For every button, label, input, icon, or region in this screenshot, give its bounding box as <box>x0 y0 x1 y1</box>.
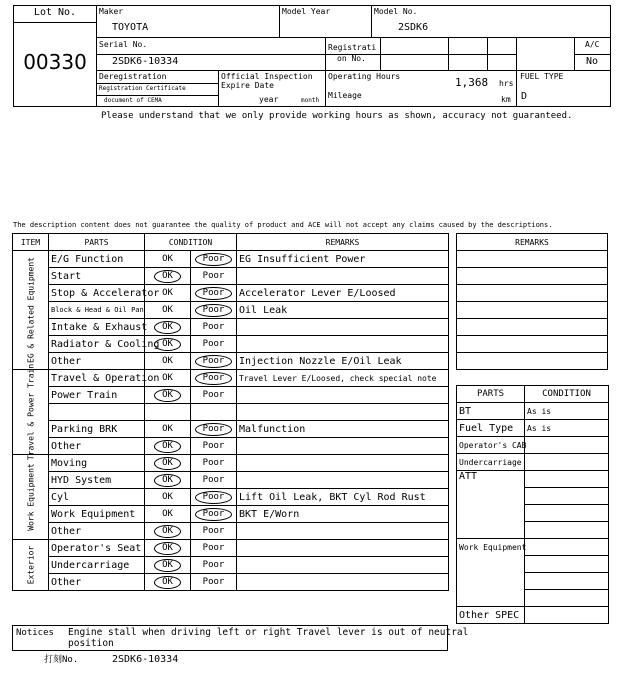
ok-circled: OK <box>154 440 181 453</box>
month-label: month <box>301 97 320 104</box>
remark-text <box>237 438 449 455</box>
condition-poor-cell <box>191 285 237 302</box>
poor-label: Poor <box>202 322 225 332</box>
condition-ok-cell <box>145 404 191 421</box>
poor-circled: Poor <box>195 491 233 504</box>
table-row <box>13 370 449 387</box>
side-part: Operator's CAB <box>457 437 525 454</box>
ok-circled: OK <box>154 457 181 470</box>
condition-poor-cell <box>191 404 237 421</box>
notices-text: Engine stall when driving left or right Travel lever is out of neutral <box>68 627 469 638</box>
side-cond: As is <box>525 420 609 437</box>
part-name: Stop & Accelerator <box>49 285 145 302</box>
condition-poor-cell <box>191 421 237 438</box>
part-name: HYD System <box>49 472 145 489</box>
part-name: Work Equipment <box>49 506 145 523</box>
poor-circled: Poor <box>195 372 233 385</box>
table-row <box>13 523 449 540</box>
poor-circled: Poor <box>195 287 233 300</box>
condition-ok-cell <box>145 319 191 336</box>
condition-poor-cell <box>191 319 237 336</box>
part-name: Other <box>49 523 145 540</box>
poor-label: Poor <box>202 543 225 553</box>
table-row <box>13 251 449 268</box>
remarks-line <box>457 319 608 336</box>
remark-text: EG Insufficient Power <box>237 251 449 268</box>
col-condition-header: CONDITION <box>145 234 237 251</box>
remark-text <box>237 387 449 404</box>
item-group-label: Exterior <box>26 545 35 585</box>
side-cond-blank <box>525 505 609 522</box>
condition-poor-cell <box>191 353 237 370</box>
ok-label: OK <box>162 424 173 434</box>
ok-label: OK <box>162 288 173 298</box>
table-row <box>13 489 449 506</box>
item-group-cell <box>13 540 49 591</box>
part-name: Undercarriage <box>49 557 145 574</box>
part-name: Intake & Exhaust <box>49 319 145 336</box>
ok-label: OK <box>162 356 173 366</box>
condition-poor-cell <box>191 506 237 523</box>
remark-text <box>237 336 449 353</box>
side-part: Work Equipment <box>457 539 525 607</box>
side-cond <box>525 607 609 624</box>
ac-value: No <box>586 56 599 67</box>
item-group-label: Work Equipment <box>26 463 35 531</box>
condition-ok-cell <box>145 574 191 591</box>
ok-label: OK <box>162 254 173 264</box>
side-cond-blank <box>525 590 609 607</box>
poor-circled: Poor <box>195 304 233 317</box>
table-row <box>13 472 449 489</box>
remarks-line <box>457 302 608 319</box>
fuel-type-value: D <box>521 91 528 102</box>
stamp-label: 打刻No. <box>44 655 79 665</box>
condition-poor-cell <box>191 268 237 285</box>
ok-circled: OK <box>154 474 181 487</box>
condition-table <box>12 233 449 591</box>
poor-label: Poor <box>202 458 225 468</box>
part-name: Start <box>49 268 145 285</box>
fuel-type-label: FUEL TYPE <box>520 72 564 81</box>
lot-number: 00330 <box>23 50 87 74</box>
remark-text <box>237 404 449 421</box>
serial-value: 2SDK6-10334 <box>112 56 179 67</box>
side-part: BT <box>457 403 525 420</box>
table-row <box>13 387 449 404</box>
condition-ok-cell <box>145 540 191 557</box>
condition-ok-cell <box>145 523 191 540</box>
item-group-cell <box>13 363 49 461</box>
item-group-cell <box>13 251 49 370</box>
condition-poor-cell <box>191 302 237 319</box>
cema-label: document of CEMA <box>104 97 162 104</box>
remark-text: Injection Nozzle E/Oil Leak <box>237 353 449 370</box>
part-name: Other <box>49 574 145 591</box>
side-parts-header: PARTS <box>457 386 525 403</box>
remarks-line <box>457 353 608 370</box>
col-parts-header: PARTS <box>49 234 145 251</box>
side-part: Other SPEC <box>457 607 525 624</box>
remark-text <box>237 557 449 574</box>
condition-ok-cell <box>145 302 191 319</box>
remarks-line <box>457 251 608 268</box>
notices-label: Notices <box>16 628 54 638</box>
mileage-label: Mileage <box>328 91 362 100</box>
poor-label: Poor <box>202 560 225 570</box>
part-name: Other <box>49 438 145 455</box>
year-label: year <box>259 95 279 104</box>
condition-ok-cell <box>145 387 191 404</box>
remark-text: Accelerator Lever E/Loosed <box>237 285 449 302</box>
table-row <box>13 506 449 523</box>
side-cond-blank <box>525 522 609 539</box>
poor-circled: Poor <box>195 508 233 521</box>
operating-hours-label: Operating Hours <box>328 72 401 81</box>
remark-text: Travel Lever E/Loosed, check special note <box>237 370 449 387</box>
condition-ok-cell <box>145 353 191 370</box>
condition-ok-cell <box>145 438 191 455</box>
table-row <box>13 574 449 591</box>
side-cond-blank <box>525 573 609 590</box>
condition-ok-cell <box>145 489 191 506</box>
km-unit: km <box>501 95 511 104</box>
side-cond <box>525 539 609 556</box>
table-row <box>13 438 449 455</box>
table-row <box>13 455 449 472</box>
condition-poor-cell <box>191 370 237 387</box>
ok-circled: OK <box>154 270 181 283</box>
side-table <box>456 385 609 624</box>
col-item-header: ITEM <box>13 234 49 251</box>
table-row <box>13 268 449 285</box>
hrs-unit: hrs <box>499 79 514 88</box>
remark-text: Malfunction <box>237 421 449 438</box>
part-name: E/G Function <box>49 251 145 268</box>
hours-note: Please understand that we only provide working hours as shown, accuracy not guaranteed. <box>101 111 573 121</box>
ok-circled: OK <box>154 338 181 351</box>
side-cond <box>525 471 609 488</box>
poor-circled: Poor <box>195 423 233 436</box>
poor-label: Poor <box>202 577 225 587</box>
part-name: Travel & Operation <box>49 370 145 387</box>
remark-text <box>237 268 449 285</box>
condition-ok-cell <box>145 557 191 574</box>
condition-ok-cell <box>145 472 191 489</box>
deregistration-label: Deregistration <box>99 72 167 81</box>
condition-poor-cell <box>191 523 237 540</box>
ok-label: OK <box>162 305 173 315</box>
stamp-value: 2SDK6-10334 <box>112 654 179 665</box>
side-cond <box>525 454 609 471</box>
col-remarks-header: REMARKS <box>237 234 449 251</box>
remark-text: Oil Leak <box>237 302 449 319</box>
poor-circled: Poor <box>195 253 233 266</box>
condition-poor-cell <box>191 574 237 591</box>
condition-ok-cell <box>145 506 191 523</box>
table-row <box>13 319 449 336</box>
poor-label: Poor <box>202 339 225 349</box>
condition-ok-cell <box>145 421 191 438</box>
remarks-line <box>457 336 608 353</box>
ok-circled: OK <box>154 321 181 334</box>
official-inspection-label: Official Inspection <box>221 72 313 81</box>
remark-text <box>237 472 449 489</box>
item-group-label: EG & Related Equipment <box>26 257 35 363</box>
item-group-cell <box>13 455 49 540</box>
poor-label: Poor <box>202 475 225 485</box>
table-row <box>13 540 449 557</box>
model-no-value: 2SDK6 <box>398 22 429 33</box>
part-name: Radiator & Cooling <box>49 336 145 353</box>
condition-ok-cell <box>145 268 191 285</box>
side-part: Fuel Type <box>457 420 525 437</box>
ok-circled: OK <box>154 559 181 572</box>
side-cond: As is <box>525 403 609 420</box>
poor-circled: Poor <box>195 355 233 368</box>
ok-circled: OK <box>154 389 181 402</box>
condition-poor-cell <box>191 455 237 472</box>
ok-circled: OK <box>154 525 181 538</box>
part-name: Other <box>49 353 145 370</box>
part-name: Parking BRK <box>49 421 145 438</box>
condition-poor-cell <box>191 251 237 268</box>
condition-poor-cell <box>191 540 237 557</box>
side-cond-blank <box>525 556 609 573</box>
condition-ok-cell <box>145 455 191 472</box>
condition-poor-cell <box>191 557 237 574</box>
condition-poor-cell <box>191 387 237 404</box>
condition-poor-cell <box>191 472 237 489</box>
side-cond <box>525 437 609 454</box>
ok-circled: OK <box>154 576 181 589</box>
table-row <box>13 302 449 319</box>
table-row <box>13 336 449 353</box>
serial-label: Serial No. <box>99 40 148 49</box>
part-name: Operator's Seat <box>49 540 145 557</box>
remarks-title: REMARKS <box>457 234 608 251</box>
model-year-label: Model Year <box>282 7 331 16</box>
registration-label-2: on No. <box>337 54 366 63</box>
side-condition-header: CONDITION <box>525 386 609 403</box>
ok-label: OK <box>162 492 173 502</box>
remark-text <box>237 574 449 591</box>
table-row <box>13 353 449 370</box>
part-name: Power Train <box>49 387 145 404</box>
registration-certificate-label: Registration Certificate <box>99 85 186 92</box>
ac-label: A/C <box>585 40 600 49</box>
ok-label: OK <box>162 509 173 519</box>
maker-value: TOYOTA <box>112 22 149 33</box>
side-part: Undercarriage <box>457 454 525 471</box>
remarks-line <box>457 268 608 285</box>
remark-text: BKT E/Worn <box>237 506 449 523</box>
model-no-label: Model No. <box>374 7 418 16</box>
part-name: Cyl <box>49 489 145 506</box>
side-cond-blank <box>525 488 609 505</box>
remark-text: Lift Oil Leak, BKT Cyl Rod Rust <box>237 489 449 506</box>
ok-label: OK <box>162 373 173 383</box>
expire-date-label: Expire Date <box>221 81 274 90</box>
condition-poor-cell <box>191 336 237 353</box>
condition-poor-cell <box>191 438 237 455</box>
condition-ok-cell <box>145 251 191 268</box>
maker-label: Maker <box>99 7 124 16</box>
condition-poor-cell <box>191 489 237 506</box>
remark-text <box>237 455 449 472</box>
notices-text-2: position <box>68 638 114 649</box>
part-name: Moving <box>49 455 145 472</box>
part-name: Block & Head & Oil Pan <box>49 302 145 319</box>
poor-label: Poor <box>202 441 225 451</box>
operating-hours-value: 1,368 <box>455 76 489 89</box>
table-row <box>13 285 449 302</box>
lot-label: Lot No. <box>33 7 77 18</box>
remarks-box <box>456 233 608 370</box>
table-row <box>13 421 449 438</box>
poor-label: Poor <box>202 271 225 281</box>
ok-circled: OK <box>154 542 181 555</box>
remark-text <box>237 540 449 557</box>
side-part: ATT <box>457 471 525 539</box>
table-row <box>13 404 449 421</box>
part-name <box>49 404 145 421</box>
poor-label: Poor <box>202 526 225 536</box>
disclaimer: The description content does not guarantee the quality of product and ACE will not accept any claims caused by the descriptions. <box>13 221 553 229</box>
registration-label: Registrati <box>328 43 377 52</box>
item-group-label: Travel & Power Train <box>26 363 35 461</box>
remark-text <box>237 319 449 336</box>
remarks-line <box>457 285 608 302</box>
table-row <box>13 557 449 574</box>
remark-text <box>237 523 449 540</box>
poor-label: Poor <box>202 390 225 400</box>
